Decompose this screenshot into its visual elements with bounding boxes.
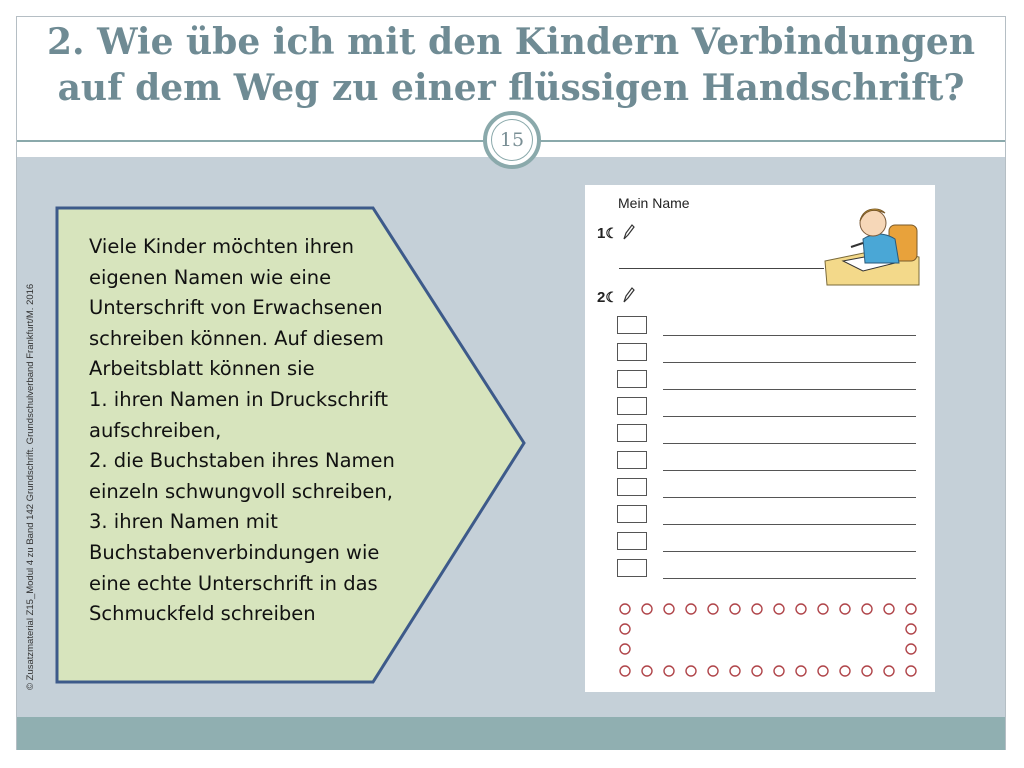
copyright-note: © Zusatzmaterial Z15_Modul 4 zu Band 142 Grundschrift. Grundschulverband Frankfurt/M. 2016 <box>25 283 36 690</box>
step-1-marker <box>597 225 618 242</box>
letter-line <box>663 524 916 525</box>
child-writing-illustration <box>823 199 923 287</box>
callout-line: 1. ihren Namen in Druckschrift <box>89 387 389 411</box>
letter-box <box>617 343 647 361</box>
letter-line <box>663 335 916 336</box>
callout-line: Buchstabenverbindungen wie <box>89 540 380 564</box>
letter-box <box>617 397 647 415</box>
letter-box <box>617 532 647 550</box>
callout-line: Arbeitsblatt können sie <box>89 357 315 381</box>
letter-box <box>617 559 647 577</box>
moon-icon: ☾ <box>605 225 618 241</box>
letter-box <box>617 370 647 388</box>
footer-bar <box>17 717 1005 750</box>
letter-line <box>663 578 916 579</box>
step-2-marker <box>597 289 618 306</box>
callout-line: eigenen Namen wie eine <box>89 265 332 289</box>
callout-line: schreiben können. Auf diesem <box>89 326 384 350</box>
moon-icon: ☾ <box>605 289 618 305</box>
callout-line: Viele Kinder möchten ihren <box>89 235 355 258</box>
name-write-line <box>619 268 824 269</box>
letter-box <box>617 505 647 523</box>
slide-title-line-2: auf dem Weg zu einer flüssigen Handschrift? <box>57 67 965 109</box>
letter-box <box>617 316 647 334</box>
callout-line: 2. die Buchstaben ihres Namen <box>89 449 395 473</box>
step-1-number: 1 <box>597 225 606 242</box>
callout-line: 3. ihren Namen mit <box>89 510 278 534</box>
callout-line: aufschreiben, <box>89 418 222 442</box>
step-2-number: 2 <box>597 289 606 306</box>
callout-text <box>89 232 429 630</box>
letter-line <box>663 551 916 552</box>
letter-line <box>663 416 916 417</box>
pencil-icon <box>621 286 635 304</box>
page-number-badge <box>483 111 541 169</box>
letter-line <box>663 470 916 471</box>
worksheet-image <box>585 185 935 692</box>
callout-line: eine echte Unterschrift in das <box>89 571 378 595</box>
pencil-icon <box>621 223 635 241</box>
callout-line: einzeln schwungvoll schreiben, <box>89 479 393 503</box>
callout-line: Schmuckfeld schreiben <box>89 602 316 626</box>
letter-line <box>663 362 916 363</box>
page-number: 15 <box>491 119 533 161</box>
letter-line <box>663 389 916 390</box>
letter-box <box>617 451 647 469</box>
slide-title-line-1: 2. Wie übe ich mit den Kindern Verbindungen <box>46 21 975 63</box>
letter-box <box>617 424 647 442</box>
letter-line <box>663 443 916 444</box>
ornament-frame <box>615 599 921 681</box>
letter-line <box>663 497 916 498</box>
callout-line: Unterschrift von Erwachsenen <box>89 296 383 320</box>
worksheet-title: Mein Name <box>618 195 690 211</box>
letter-box <box>617 478 647 496</box>
